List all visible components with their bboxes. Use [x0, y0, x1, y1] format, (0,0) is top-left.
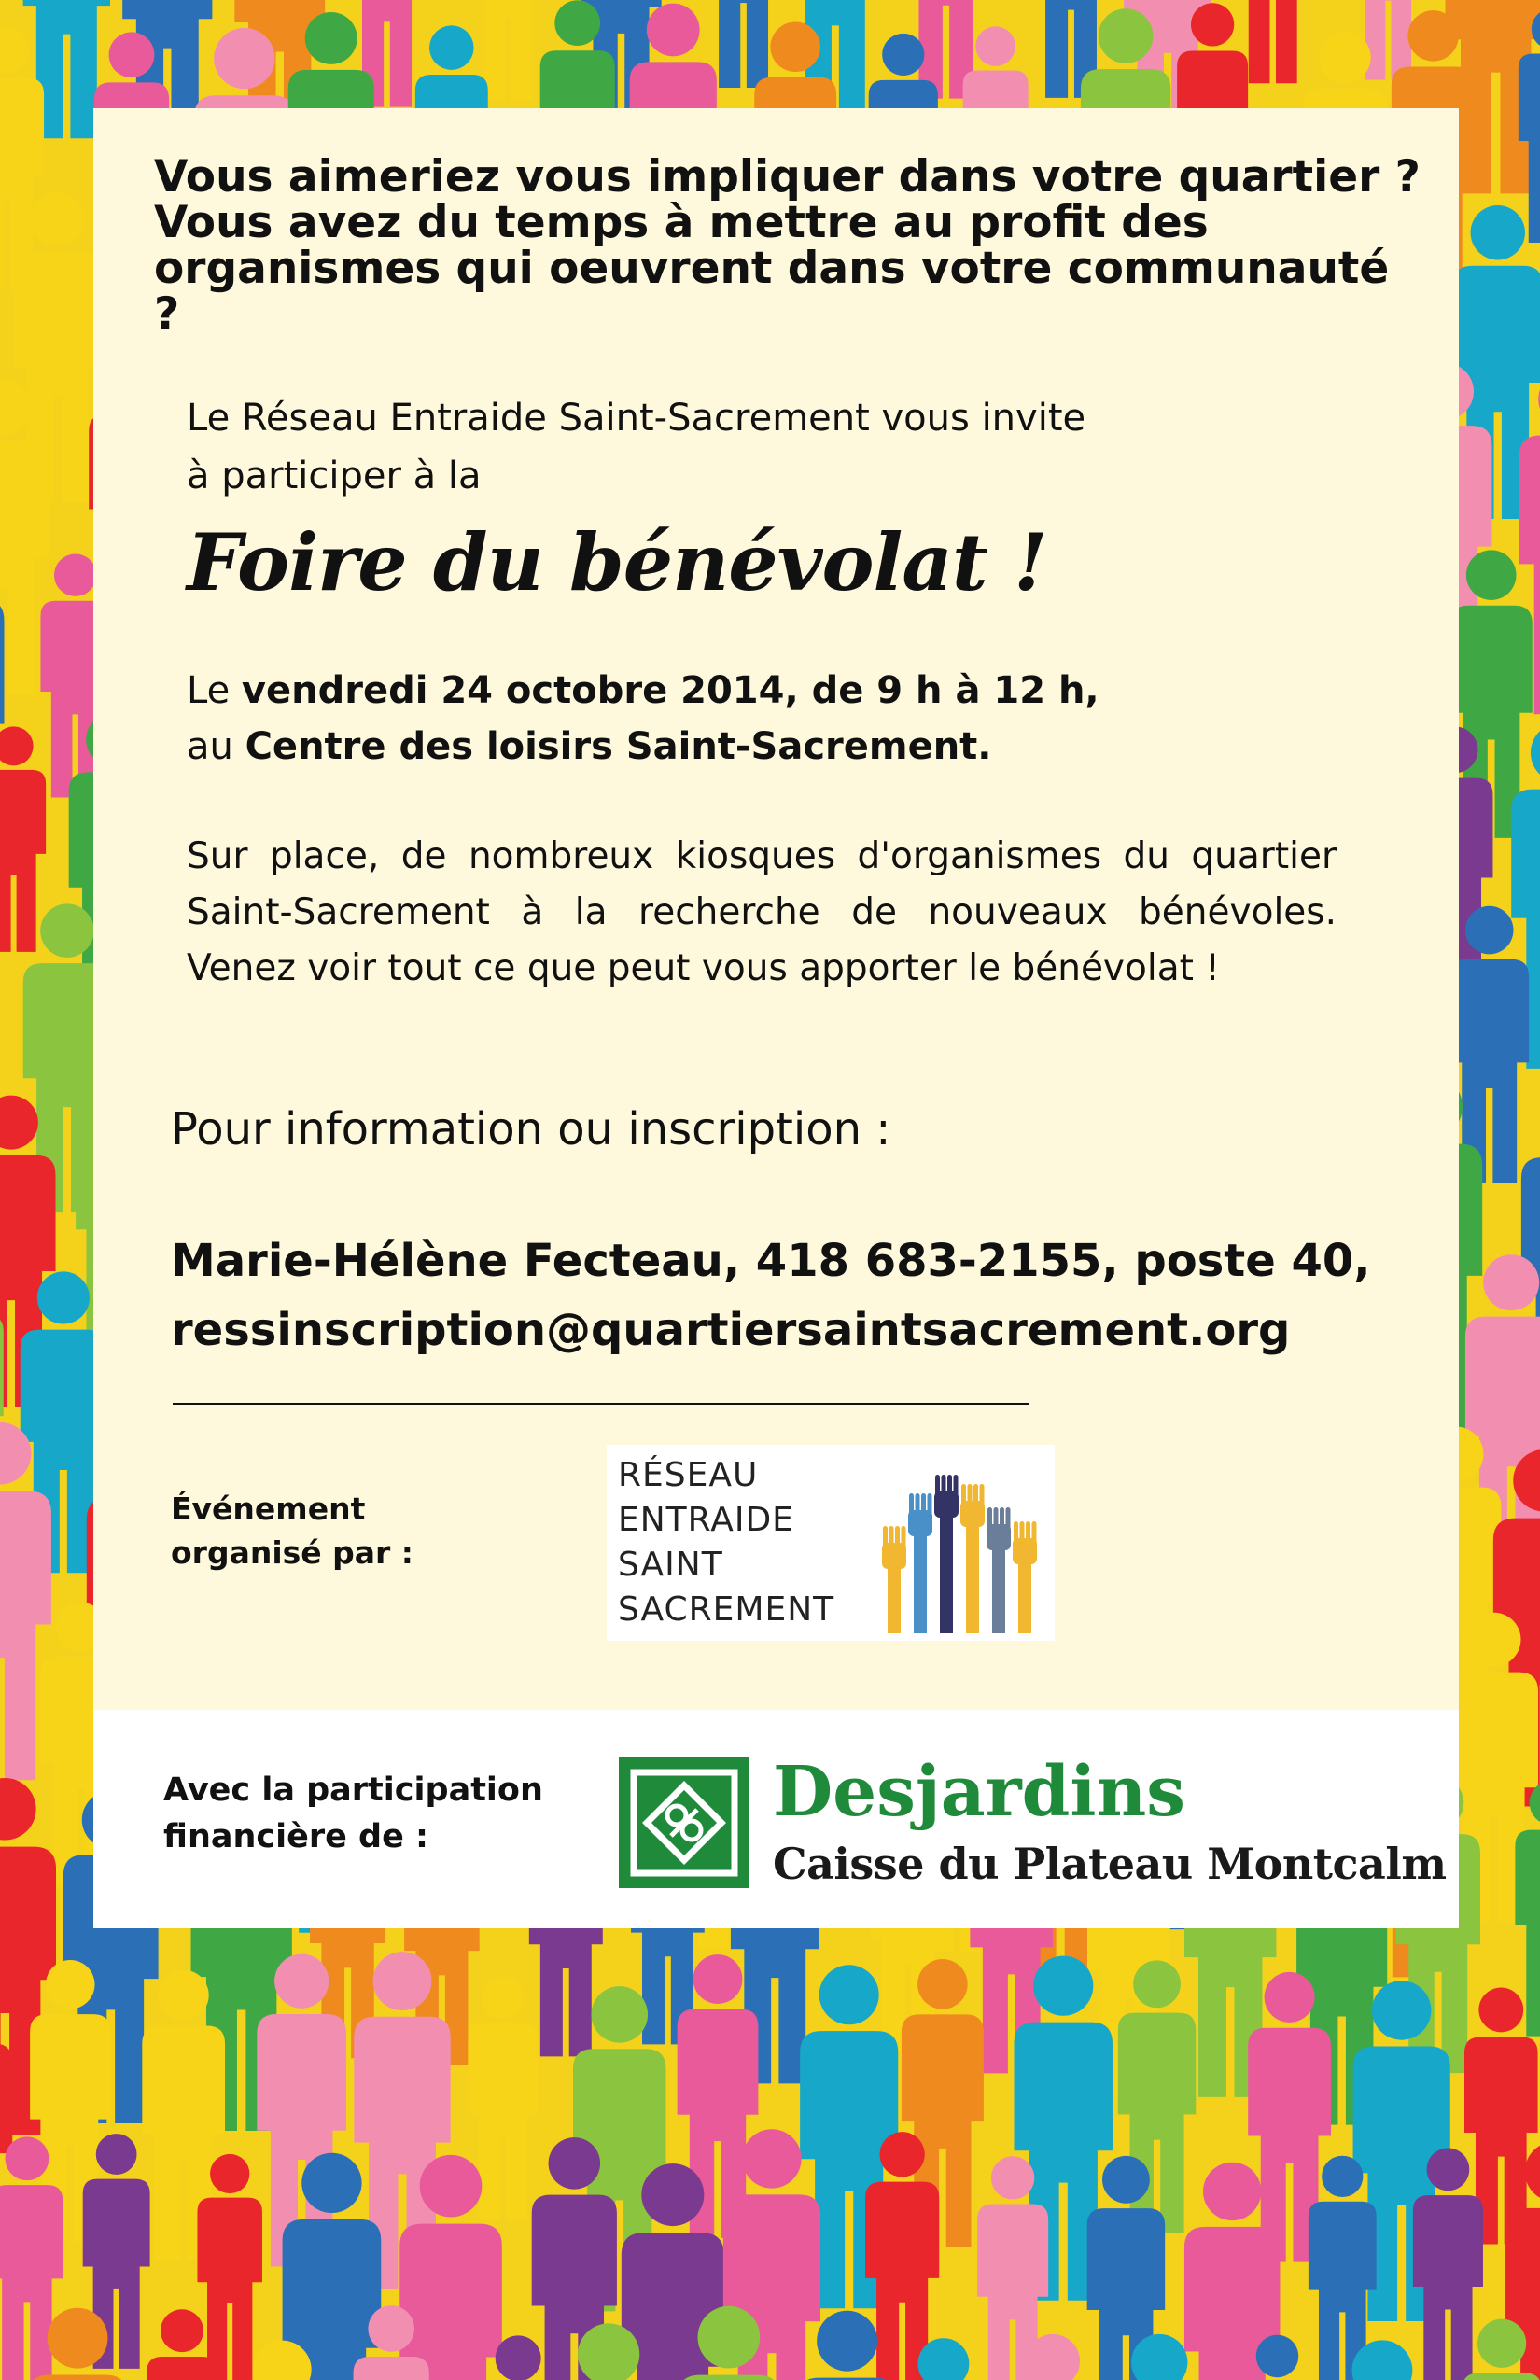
reseau-line-3: SAINT [618, 1546, 723, 1584]
reseau-line-2: ENTRAIDE [618, 1501, 794, 1539]
contact-name-phone: Marie-Hélène Fecteau, 418 683-2155, poste 40, [171, 1235, 1371, 1287]
desjardins-brand: Desjardins [773, 1752, 1185, 1832]
event-date-place [187, 663, 1400, 775]
info-label: Pour information ou inscription : [171, 1103, 891, 1155]
divider [173, 1403, 1029, 1405]
date-prefix: Le [187, 669, 242, 712]
sponsor-label [163, 1767, 543, 1860]
invitation-text [187, 389, 1307, 505]
contact-block [171, 1226, 1449, 1365]
raised-hands-icon [873, 1470, 1045, 1638]
organizer-label [171, 1487, 413, 1575]
content-panel [93, 108, 1459, 1928]
reseau-logo-text [618, 1453, 834, 1632]
place-prefix: au [187, 725, 245, 768]
intro-question: Vous aimeriez vous impliquer dans votre quartier ? Vous avez du temps à mettre au profit des organismes qui oeuvrent dans votre communauté ? [154, 151, 1421, 340]
desjardins-branch: Caisse du Plateau Montcalm [773, 1839, 1447, 1889]
reseau-line-1: RÉSEAU [618, 1456, 759, 1494]
event-description: Sur place, de nombreux kiosques d'organismes du quartier Saint-Sacrement à la recherche de nouveaux bénévoles. Venez voir tout ce que peut vous apporter le bénévolat ! [187, 835, 1337, 989]
event-title: Foire du bénévolat ! [187, 516, 1047, 609]
event-place: Centre des loisirs Saint-Sacrement. [245, 725, 992, 768]
contact-email[interactable]: ressinscription@quartiersaintsacrement.org [171, 1304, 1291, 1356]
event-date: vendredi 24 octobre 2014, de 9 h à 12 h, [241, 669, 1099, 712]
invitation-line-1: Le Réseau Entraide Saint-Sacrement vous invite [187, 397, 1086, 440]
sponsor-label-line-1: Avec la participation [163, 1771, 543, 1809]
organizer-label-line-2: organisé par : [171, 1534, 414, 1571]
reseau-line-4: SACREMENT [618, 1590, 835, 1629]
desjardins-logo-icon [619, 1757, 749, 1888]
invitation-line-2: à participer à la [187, 455, 482, 497]
organizer-label-line-1: Événement [171, 1491, 366, 1527]
sponsor-label-line-2: financière de : [163, 1818, 429, 1855]
